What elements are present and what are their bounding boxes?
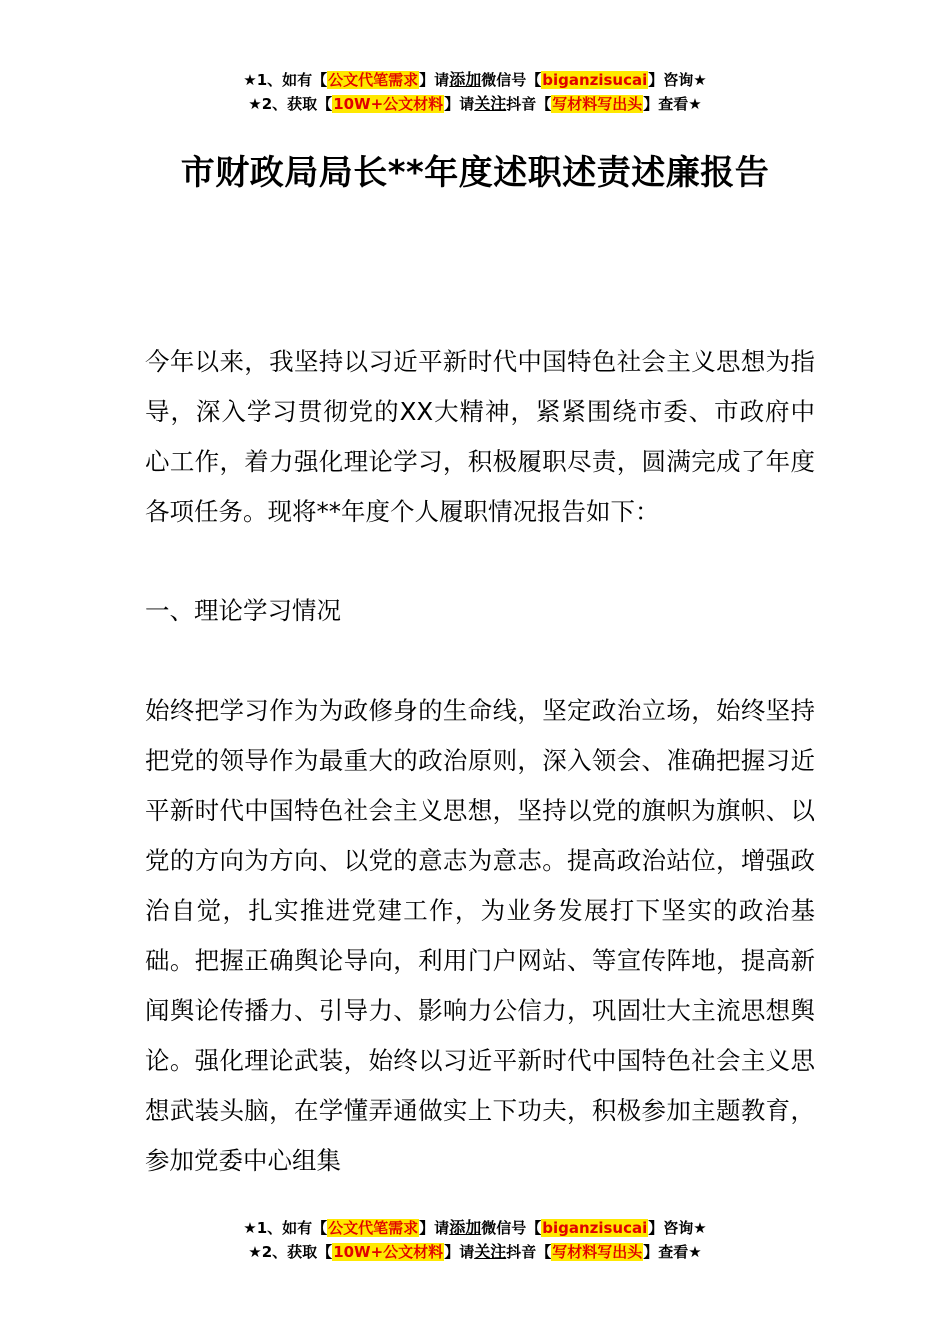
banner-text: 】查看★ xyxy=(643,95,702,113)
banner-text: 】请 xyxy=(419,1219,450,1237)
banner-line-1 xyxy=(0,1216,950,1240)
banner-highlight: 公文代笔需求 xyxy=(328,71,419,89)
banner-text: 】咨询★ xyxy=(648,1219,707,1237)
section-heading-container xyxy=(145,586,815,636)
banner-emphasis: 关注 xyxy=(474,94,507,113)
banner-highlight: 写材料写出头 xyxy=(552,95,643,113)
section-heading: 一、理论学习情况 xyxy=(145,596,341,625)
banner-highlight: 写材料写出头 xyxy=(552,1243,643,1261)
banner-text: ★1、如有【 xyxy=(243,71,328,89)
banner-text: 】请 xyxy=(419,71,450,89)
banner-line-1 xyxy=(0,68,950,92)
banner-highlight: 公文代笔需求 xyxy=(328,1219,419,1237)
banner-text: 】咨询★ xyxy=(648,71,707,89)
banner-text: 抖音【 xyxy=(506,95,552,113)
banner-text: 微信号【 xyxy=(481,1219,542,1237)
banner-text: ★2、获取【 xyxy=(248,95,333,113)
banner-emphasis: 添加 xyxy=(449,1218,482,1237)
banner-line-2 xyxy=(0,92,950,116)
section-body-paragraph: 始终把学习作为为政修身的生命线，坚定政治立场，始终坚持把党的领导作为最重大的政治原则，深入领会、准确把握习近平新时代中国特色社会主义思想，坚持以党的旗帜为旗帜、以党的方向为方向、以党的意志为意志。提高政治站位，增强政治自觉，扎实推进党建工作，为业务发展打下坚实的政治基础。把握正确舆论导向，利用门户网站、等宣传阵地，提高新闻舆论传播力、引导力、影响力公信力，巩固壮大主流思想舆论。强化理论武装，始终以习近平新时代中国特色社会主义思想武装头脑，在学懂弄通做实上下功夫，积极参加主题教育，参加党委中心组集 xyxy=(145,696,815,1175)
banner-text: ★2、获取【 xyxy=(248,1243,333,1261)
banner-line-2 xyxy=(0,1240,950,1264)
banner-highlight: 10W+公文材料 xyxy=(333,1243,444,1261)
banner-text: 微信号【 xyxy=(481,71,542,89)
bottom-banner xyxy=(0,1216,950,1264)
banner-highlight: biganzisucai xyxy=(542,71,648,89)
intro-paragraph: 今年以来，我坚持以习近平新时代中国特色社会主义思想为指导，深入学习贯彻党的XX大精神，紧紧围绕市委、市政府中心工作，着力强化理论学习，积极履职尽责，圆满完成了年度各项任务。现将**年度个人履职情况报告如下： xyxy=(145,347,815,526)
banner-text: 】请 xyxy=(444,95,475,113)
banner-highlight: biganzisucai xyxy=(542,1219,648,1237)
section-body-container xyxy=(145,686,815,1186)
banner-emphasis: 添加 xyxy=(449,70,482,89)
banner-highlight: 10W+公文材料 xyxy=(333,95,444,113)
banner-text: 抖音【 xyxy=(506,1243,552,1261)
banner-text: 】查看★ xyxy=(643,1243,702,1261)
banner-emphasis: 关注 xyxy=(474,1242,507,1261)
top-banner xyxy=(0,68,950,116)
banner-text: ★1、如有【 xyxy=(243,1219,328,1237)
banner-text: 】请 xyxy=(444,1243,475,1261)
document-title: 市财政局局长**年度述职述责述廉报告 xyxy=(180,153,770,193)
intro-section xyxy=(145,337,815,537)
